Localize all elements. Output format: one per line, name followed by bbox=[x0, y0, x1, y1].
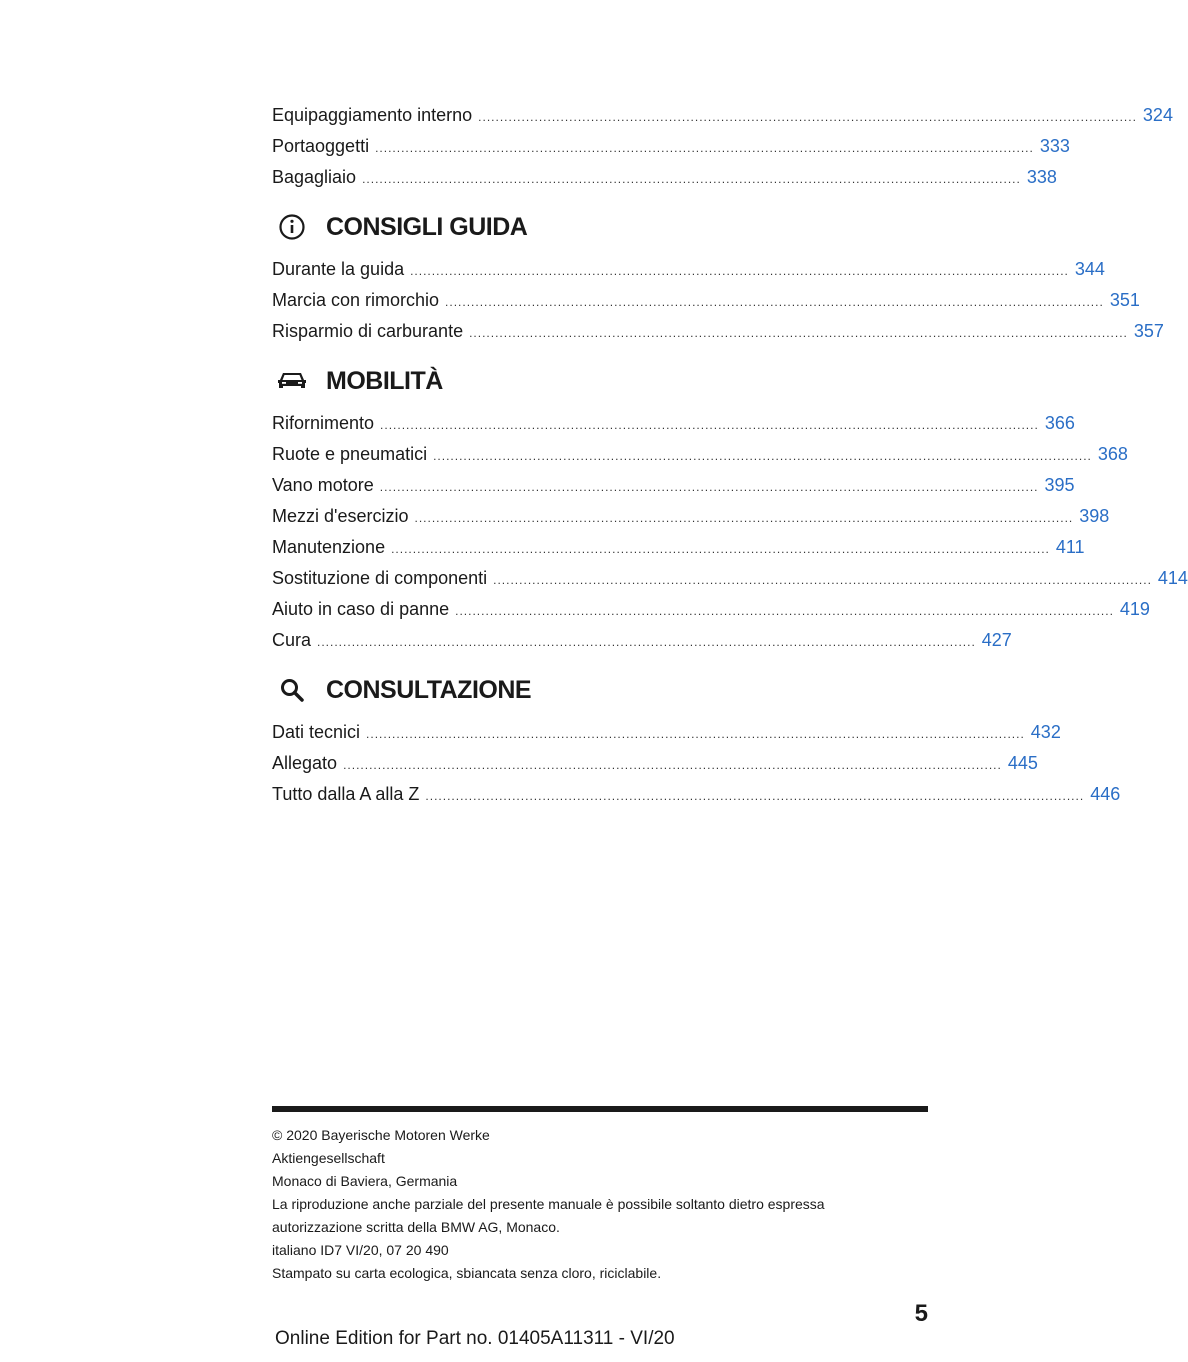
footer-divider bbox=[272, 1106, 928, 1112]
toc-entry[interactable] bbox=[272, 408, 1075, 439]
imprint-line: © 2020 Bayerische Motoren Werke bbox=[272, 1127, 490, 1143]
toc-entry[interactable] bbox=[272, 748, 1038, 779]
toc-page-link[interactable]: 338 bbox=[1026, 167, 1057, 187]
toc-entry-label: Bagagliaio bbox=[272, 167, 357, 187]
dot-leader: ........................................................................................................................................................ bbox=[469, 326, 1128, 340]
toc-entry-label: Mezzi d'esercizio bbox=[272, 506, 409, 526]
dot-leader: ........................................................................................................................................................ bbox=[478, 110, 1137, 124]
dot-leader: ........................................................................................................................................................ bbox=[433, 449, 1092, 463]
imprint-line: autorizzazione scritta della BMW AG, Monaco. bbox=[272, 1219, 560, 1235]
toc-page-link[interactable]: 398 bbox=[1079, 506, 1110, 526]
dot-leader: ........................................................................................................................................................ bbox=[391, 542, 1050, 556]
toc-entry[interactable] bbox=[272, 316, 1164, 347]
toc-page-link[interactable]: 446 bbox=[1090, 784, 1121, 804]
toc-entry-label: Portaoggetti bbox=[272, 136, 370, 156]
toc-page-link[interactable]: 445 bbox=[1007, 753, 1038, 773]
imprint-line: Stampato su carta ecologica, sbiancata senza cloro, riciclabile. bbox=[272, 1265, 662, 1281]
toc-page-link[interactable]: 324 bbox=[1142, 105, 1173, 125]
dot-leader: ........................................................................................................................................................ bbox=[493, 573, 1152, 587]
imprint-line: Monaco di Baviera, Germania bbox=[272, 1173, 458, 1189]
dot-leader: ........................................................................................................................................................ bbox=[410, 264, 1069, 278]
toc-entry[interactable] bbox=[272, 439, 1128, 470]
imprint bbox=[272, 1124, 928, 1285]
section-heading bbox=[272, 361, 928, 401]
toc-group bbox=[272, 670, 1121, 810]
toc-entry-label: Equipaggiamento interno bbox=[272, 105, 473, 125]
toc-entry[interactable] bbox=[272, 563, 1188, 594]
dot-leader: ........................................................................................................................................................ bbox=[375, 141, 1034, 155]
section-title: CONSULTAZIONE bbox=[326, 675, 532, 704]
toc-group bbox=[272, 361, 1188, 656]
toc-page-link[interactable]: 427 bbox=[981, 630, 1012, 650]
toc-entry-label: Risparmio di carburante bbox=[272, 321, 464, 341]
toc-entry-label: Sostituzione di componenti bbox=[272, 568, 488, 588]
toc-entry-label: Manutenzione bbox=[272, 537, 386, 557]
toc-entry-label: Ruote e pneumatici bbox=[272, 444, 428, 464]
dot-leader: ........................................................................................................................................................ bbox=[343, 758, 1002, 772]
toc-entry[interactable] bbox=[272, 131, 1070, 162]
toc-page-link[interactable]: 432 bbox=[1030, 722, 1061, 742]
search-icon bbox=[277, 675, 307, 705]
section-heading bbox=[272, 670, 928, 710]
toc-entry[interactable] bbox=[272, 100, 1173, 131]
toc-group bbox=[272, 100, 1173, 193]
dot-leader: ........................................................................................................................................................ bbox=[379, 480, 1039, 494]
toc-entry[interactable] bbox=[272, 532, 1085, 563]
car-icon bbox=[277, 366, 307, 396]
toc-page-link[interactable]: 414 bbox=[1157, 568, 1188, 588]
toc-entry[interactable] bbox=[272, 594, 1150, 625]
imprint-line: Aktiengesellschaft bbox=[272, 1150, 385, 1166]
toc-page-link[interactable]: 395 bbox=[1044, 475, 1075, 495]
toc-entry[interactable] bbox=[272, 717, 1061, 748]
toc-entry-label: Durante la guida bbox=[272, 259, 405, 279]
dot-leader: ........................................................................................................................................................ bbox=[455, 604, 1114, 618]
toc-entry[interactable] bbox=[272, 625, 1012, 656]
dot-leader: ........................................................................................................................................................ bbox=[362, 172, 1021, 186]
toc-entry[interactable] bbox=[272, 501, 1110, 532]
section-title: CONSIGLI GUIDA bbox=[326, 212, 528, 241]
toc-entry[interactable] bbox=[272, 162, 1057, 193]
page-number: 5 bbox=[914, 1300, 928, 1327]
toc-page-link[interactable]: 368 bbox=[1097, 444, 1128, 464]
online-edition-watermark: Online Edition for Part no. 01405A11311 - VI/20 bbox=[275, 1328, 675, 1349]
toc-page-link[interactable]: 357 bbox=[1133, 321, 1164, 341]
toc-page-link[interactable]: 351 bbox=[1109, 290, 1140, 310]
toc-entry-label: Rifornimento bbox=[272, 413, 375, 433]
toc-entry-label: Allegato bbox=[272, 753, 338, 773]
toc-page-link[interactable]: 333 bbox=[1039, 136, 1070, 156]
dot-leader: ........................................................................................................................................................ bbox=[380, 418, 1039, 432]
info-icon bbox=[277, 212, 307, 242]
imprint-line: italiano ID7 VI/20, 07 20 490 bbox=[272, 1242, 449, 1258]
toc-page-link[interactable]: 419 bbox=[1119, 599, 1150, 619]
toc-entry-label: Cura bbox=[272, 630, 312, 650]
dot-leader: ........................................................................................................................................................ bbox=[414, 511, 1074, 525]
toc-page-link[interactable]: 344 bbox=[1074, 259, 1105, 279]
dot-leader: ........................................................................................................................................................ bbox=[317, 635, 976, 649]
toc-entry[interactable] bbox=[272, 285, 1140, 316]
toc-page-link[interactable]: 366 bbox=[1044, 413, 1075, 433]
toc-entry-label: Dati tecnici bbox=[272, 722, 361, 742]
toc-group bbox=[272, 207, 1164, 347]
toc-entry-label: Aiuto in caso di panne bbox=[272, 599, 450, 619]
dot-leader: ........................................................................................................................................................ bbox=[445, 295, 1104, 309]
toc-entry-label: Tutto dalla A alla Z bbox=[272, 784, 420, 804]
toc-entry-label: Vano motore bbox=[272, 475, 374, 495]
section-title: MOBILITÀ bbox=[326, 366, 443, 395]
dot-leader: ........................................................................................................................................................ bbox=[425, 789, 1085, 803]
toc-entry[interactable] bbox=[272, 470, 1075, 501]
toc-page-link[interactable]: 411 bbox=[1055, 537, 1085, 557]
table-of-contents bbox=[272, 100, 1188, 810]
dot-leader: ........................................................................................................................................................ bbox=[366, 727, 1025, 741]
section-heading bbox=[272, 207, 928, 247]
toc-entry-label: Marcia con rimorchio bbox=[272, 290, 440, 310]
toc-entry[interactable] bbox=[272, 779, 1121, 810]
toc-entry[interactable] bbox=[272, 254, 1105, 285]
imprint-line: La riproduzione anche parziale del presente manuale è possibile soltanto dietro espressa bbox=[272, 1196, 825, 1212]
